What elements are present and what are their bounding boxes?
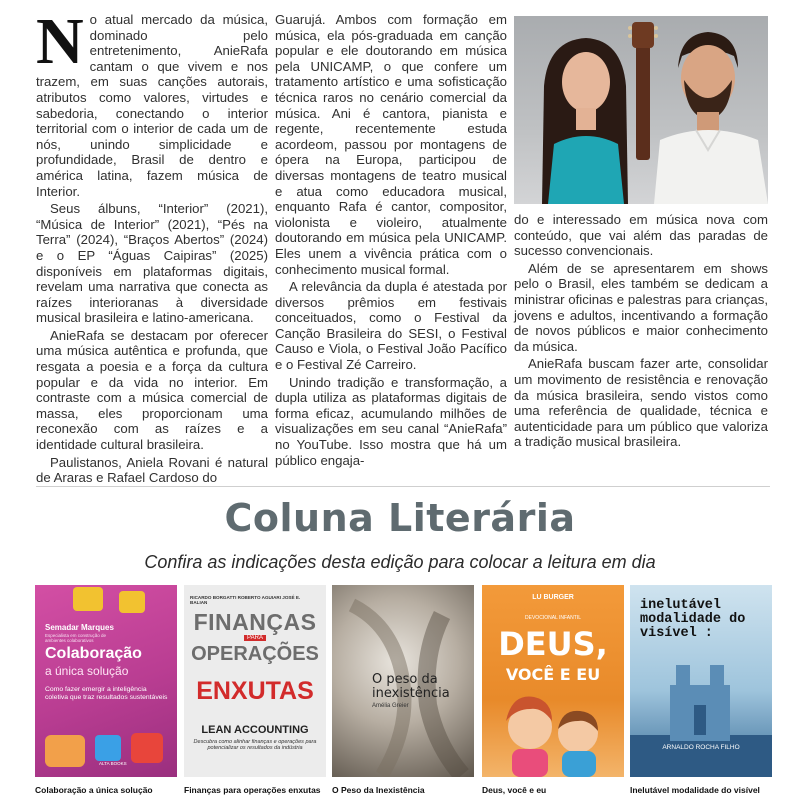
- section-divider: [36, 486, 770, 487]
- paragraph: Guarujá. Ambos com formação em música, ela pós-graduada em canção popular e ele doutorando em música pela UNICAMP, o que confere um tratamento artístico e uma sofisticação técnica raros no cenário comercial da música. Ani é cantora, pianista e regente, recentemente estuda acordeom, passou por montagens de ópera na Europa, participou de diversas montagens de teatro musical e atua como educadora musical, enquanto Rafa é cantor, compositor, violonista e violeiro, atualmente doutorando em música pela UNICAMP. Eles unem a vivência prática com o conhecimento musical formal.: [275, 12, 507, 277]
- section-subtitle: Confira as indicações desta edição para colocar a leitura em dia: [144, 552, 656, 572]
- book-title-line-3: ENXUTAS: [196, 677, 314, 705]
- book-caption[interactable]: Colaboração a única solução: [35, 785, 153, 795]
- book-author: ARNALDO ROCHA FILHO: [662, 744, 740, 751]
- paragraph: Unindo tradição e transformação, a dupla utiliza as plataformas digitais de forma eficaz, acumulando milhões de visualizações em seu canal “AnieRafa” no YouTube. Isso mostra que há um público engaja-: [275, 374, 507, 468]
- book-caption[interactable]: O Peso da Inexistência: [332, 785, 425, 795]
- paragraph: o atual mercado da música, dominado pelo entretenimento, AnieRafa cantam o que vivem e nos trazem, em suas canções autorais, atributos como valores, virtudes e sabedoria, conectando o interior territorial com o interior de cada um de nós, unindo simplicidade e profundidade, Brasil de dentro e américa latina, fazem música de Interior.: [36, 12, 268, 199]
- book-title: inelutável modalidade do visível :: [640, 598, 746, 641]
- paragraph: Paulistanos, Aniela Rovani é natural de Araras e Rafael Cardoso do: [36, 454, 268, 486]
- section-title: Coluna Literária: [224, 496, 576, 540]
- book-subtitle: LEAN ACCOUNTING: [201, 724, 309, 736]
- article-column-3: [514, 212, 768, 452]
- paragraph: Seus álbuns, “Interior” (2021), “Música de Interior” (2021), “Pés na Terra” (2024), “Braços Abertos” (2024) e o EP “Águas Caipiras” (2025) disponíveis em plataformas digitais, revelam uma narrativa que conecta as raízes interioranas à diversidade musical brasileira e latino-americana.: [36, 201, 268, 326]
- paragraph: Além de se apresentarem em shows pelo o Brasil, eles também se dedicam a ministrar oficinas e palestras para crianças, jovens e adultos, incentivando a formação de novos públicos e maior conhecimento da música.: [514, 260, 768, 354]
- book-author: LU BURGER: [532, 594, 574, 601]
- book-subtitle: Como fazer emergir a inteligência coletiva que traz resultados sustentáveis: [45, 686, 168, 701]
- book-caption[interactable]: Inelutável modalidade do visível: [630, 785, 760, 795]
- book-title-sub: a única solução: [45, 664, 129, 678]
- book-cover-inelutavel[interactable]: [630, 585, 772, 777]
- book-title-line-2: VOCÊ E EU: [505, 665, 601, 684]
- article-column-2: [275, 12, 507, 470]
- drop-cap: N: [36, 5, 84, 78]
- paragraph: do e interessado em música nova com conteúdo, que vai além das paradas de sucesso convencionais.: [514, 212, 768, 259]
- book-title-connector: PARA: [184, 635, 326, 641]
- book-caption[interactable]: Deus, você e eu: [482, 785, 547, 795]
- book-title: O peso da inexistência: [372, 672, 450, 701]
- paragraph: AnieRafa se destacam por oferecer uma música autêntica e profunda, que resgata a poesia e a força da cultura popular e da vida no interior. Em contraste com a música comercial de massa, eles proporcionam uma reconexão com as raízes e a identidade cultural brasileira.: [36, 327, 268, 453]
- book-author-description: Especialista em construção de ambientes colaborativos: [45, 633, 107, 643]
- book-series: DEVOCIONAL INFANTIL: [525, 615, 581, 621]
- book-cover-deus-voce-eu[interactable]: [482, 585, 624, 777]
- book-description: Descubra como alinhar finanças e operações para potencializar os resultados da indústria: [193, 739, 317, 751]
- artist-photo: [514, 16, 768, 204]
- book-caption[interactable]: Finanças para operações enxutas: [184, 785, 321, 795]
- book-title-line-1: DEUS,: [498, 625, 608, 663]
- article-column-1: [36, 5, 268, 488]
- children-illustration: [482, 585, 624, 777]
- paragraph: A relevância da dupla é atestada por diversos prêmios em festivais conceituados, como o Festival da Canção Brasileira do SESI, o Festival Causo e Viola, o Festival João Pacífico e o Festival Zé Carreiro.: [275, 279, 507, 373]
- book-author: Amélia Greier: [372, 703, 409, 709]
- book-publisher: ALTA BOOKS: [99, 761, 127, 766]
- book-cover-financas[interactable]: [184, 585, 326, 777]
- book-title: Colaboração: [45, 645, 142, 662]
- book-cover-peso-inexistencia[interactable]: [332, 585, 474, 777]
- book-cover-colaboracao[interactable]: [35, 585, 177, 777]
- book-title-line-1: FINANÇAS: [193, 609, 317, 635]
- paragraph: AnieRafa buscam fazer arte, consolidar um movimento de resistência e renovação da música brasileira, sendo vistos como uma referência de qualidade, técnica e autenticidade para um público que valoriza a tradição musical brasileira.: [514, 356, 768, 450]
- book-author: Semadar Marques: [45, 623, 114, 632]
- duo-photo-illustration: [514, 16, 768, 204]
- puzzle-pieces-illustration: [35, 585, 177, 777]
- book-title-line-2: OPERAÇÕES: [191, 643, 319, 665]
- book-authors: RICARDO BORGATTI ROBERTO AGUIARI JOSÉ E. BALIAN: [190, 595, 301, 605]
